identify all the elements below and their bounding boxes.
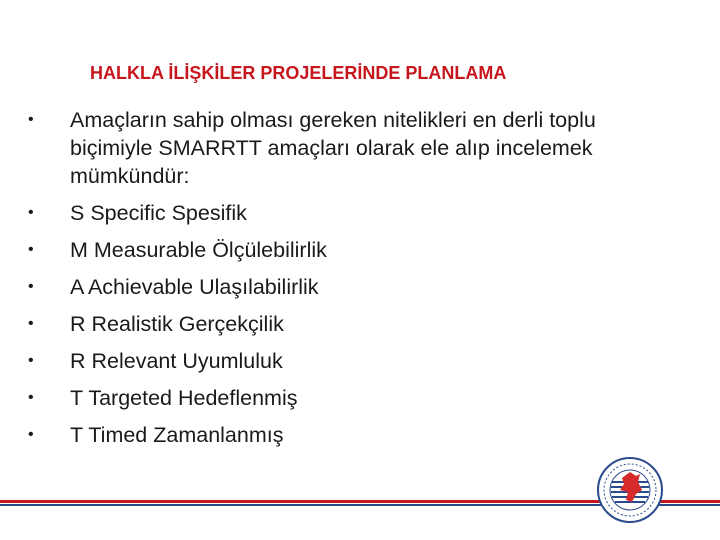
bullet-list: [28, 106, 668, 458]
bullet-text: A Achievable Ulaşılabilirlik: [70, 275, 319, 299]
university-emblem-icon: [596, 456, 664, 524]
bullet-text: S Specific Spesifik: [70, 201, 247, 225]
bullet-text: T Targeted Hedeflenmiş: [70, 386, 298, 410]
bullet-dot: •: [28, 389, 34, 406]
bullet-text: R Relevant Uyumluluk: [70, 349, 283, 373]
bullet-dot: •: [28, 315, 34, 332]
bullet-text: T Timed Zamanlanmış: [70, 423, 284, 447]
bullet-item: [28, 236, 668, 264]
bullet-item: [28, 421, 668, 449]
bullet-dot: •: [28, 278, 34, 295]
bullet-dot: •: [28, 241, 34, 258]
bullet-dot: •: [28, 426, 34, 443]
bullet-item: [28, 384, 668, 412]
bullet-text: M Measurable Ölçülebilirlik: [70, 238, 327, 262]
bullet-text: Amaçların sahip olması gereken nitelikleri en derli toplu biçimiyle SMARRTT amaçları olarak ele alıp incelemek mümkündür:: [70, 108, 596, 188]
slide-title: HALKLA İLİŞKİLER PROJELERİNDE PLANLAMA: [90, 63, 507, 83]
bullet-dot: •: [28, 204, 34, 221]
bullet-dot: •: [28, 352, 34, 369]
bullet-item: [28, 310, 668, 338]
bullet-item: [28, 199, 668, 227]
bullet-item: [28, 347, 668, 375]
bullet-dot: •: [28, 111, 34, 128]
bullet-item: [28, 273, 668, 301]
bullet-text: R Realistik Gerçekçilik: [70, 312, 284, 336]
bullet-item: [28, 106, 668, 190]
